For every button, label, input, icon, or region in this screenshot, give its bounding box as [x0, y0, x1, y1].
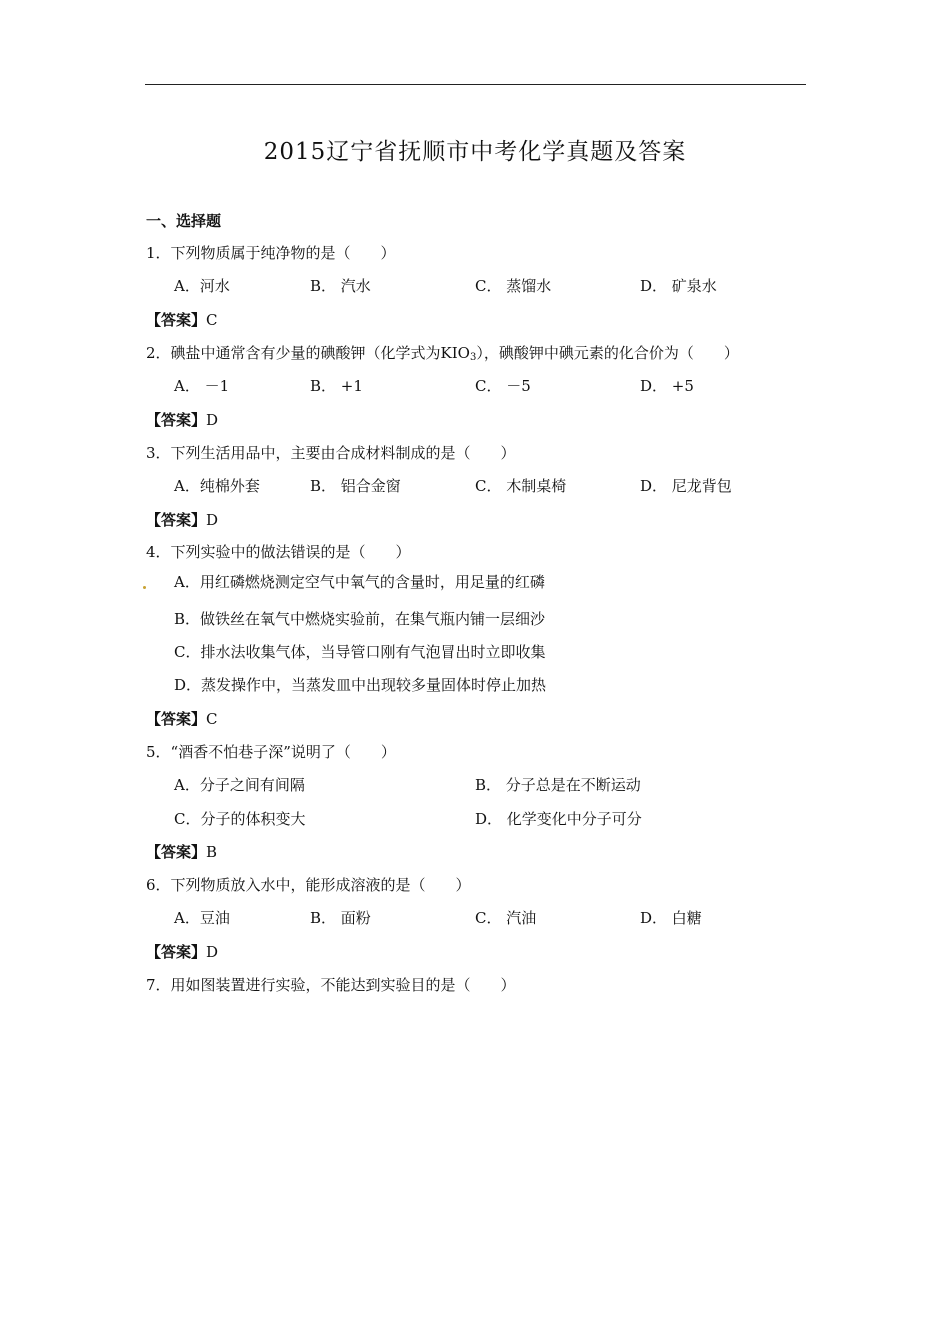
question-6-stem: 6．下列物质放入水中，能形成溶液的是（ ） [146, 876, 471, 894]
question-6-option-c: C． 汽油 [475, 909, 537, 927]
question-2-option-c: C． －5 [475, 377, 531, 395]
question-1-stem: 1．下列物质属于纯净物的是（ ） [146, 244, 396, 262]
question-2-stem-post: ），碘酸钾中碘元素的化合价为（ ） [476, 344, 739, 362]
question-4-option-a: A．用红磷燃烧测定空气中氧气的含量时，用足量的红磷 [174, 573, 545, 591]
answer-label: 【答案】 [146, 311, 207, 329]
answer-label: 【答案】 [146, 943, 207, 961]
question-3-stem: 3．下列生活用品中，主要由合成材料制成的是（ ） [146, 444, 516, 462]
question-5-option-d: D． 化学变化中分子可分 [475, 810, 642, 828]
question-6-option-b: B． 面粉 [310, 909, 371, 927]
answer-value: D [206, 411, 219, 429]
question-5-option-a: A．分子之间有间隔 [174, 776, 305, 794]
question-1-option-a: A．河水 [174, 277, 230, 295]
page-title: 2015辽宁省抚顺市中考化学真题及答案 [263, 139, 687, 165]
section-heading: 一、选择题 [146, 212, 222, 230]
question-3-option-c: C． 木制桌椅 [475, 477, 567, 495]
question-4-option-b: B．做铁丝在氧气中燃烧实验前，在集气瓶内铺一层细沙 [174, 610, 546, 628]
question-4-answer [146, 709, 218, 729]
answer-value: B [206, 843, 218, 861]
question-5-stem: 5．“酒香不怕巷子深”说明了（ ） [146, 743, 396, 761]
question-3-option-b: B． 铝合金窗 [310, 477, 401, 495]
question-2-option-b: B． +1 [310, 377, 363, 395]
answer-value: C [206, 311, 218, 329]
question-2-stem [146, 343, 739, 368]
question-2-answer [146, 410, 218, 430]
question-1-option-c: C． 蒸馏水 [475, 277, 552, 295]
margin-mark [143, 586, 146, 589]
question-5-option-c: C．分子的体积变大 [174, 810, 306, 828]
question-4-stem: 4．下列实验中的做法错误的是（ ） [146, 543, 411, 561]
question-6-answer [146, 942, 218, 962]
answer-value: D [206, 943, 219, 961]
question-1-option-b: B． 汽水 [310, 277, 371, 295]
question-4-option-c: C．排水法收集气体，当导管口刚有气泡冒出时立即收集 [174, 643, 546, 661]
answer-label: 【答案】 [146, 411, 207, 429]
question-1-option-d: D． 矿泉水 [640, 277, 717, 295]
question-3-option-d: D． 尼龙背包 [640, 477, 732, 495]
answer-value: C [206, 710, 218, 728]
question-5-option-b: B． 分子总是在不断运动 [475, 776, 641, 794]
question-3-option-a: A．纯棉外套 [174, 477, 260, 495]
subscript: 3 [469, 352, 477, 363]
question-2-option-a: A． －1 [174, 377, 230, 395]
answer-label: 【答案】 [146, 710, 207, 728]
question-7-stem: 7．用如图装置进行实验，不能达到实验目的是（ ） [146, 976, 516, 994]
question-3-answer [146, 510, 218, 530]
answer-value: D [206, 511, 219, 529]
question-2-stem-pre: 2．碘盐中通常含有少量的碘酸钾（化学式为KIO [146, 344, 470, 362]
answer-label: 【答案】 [146, 843, 207, 861]
answer-label: 【答案】 [146, 511, 207, 529]
header-rule [145, 84, 806, 85]
question-5-answer [146, 842, 217, 862]
question-6-option-a: A．豆油 [174, 909, 230, 927]
question-1-answer [146, 310, 218, 330]
question-2-option-d: D． +5 [640, 377, 694, 395]
question-4-option-d: D．蒸发操作中，当蒸发皿中出现较多量固体时停止加热 [174, 676, 547, 694]
question-6-option-d: D． 白糖 [640, 909, 702, 927]
